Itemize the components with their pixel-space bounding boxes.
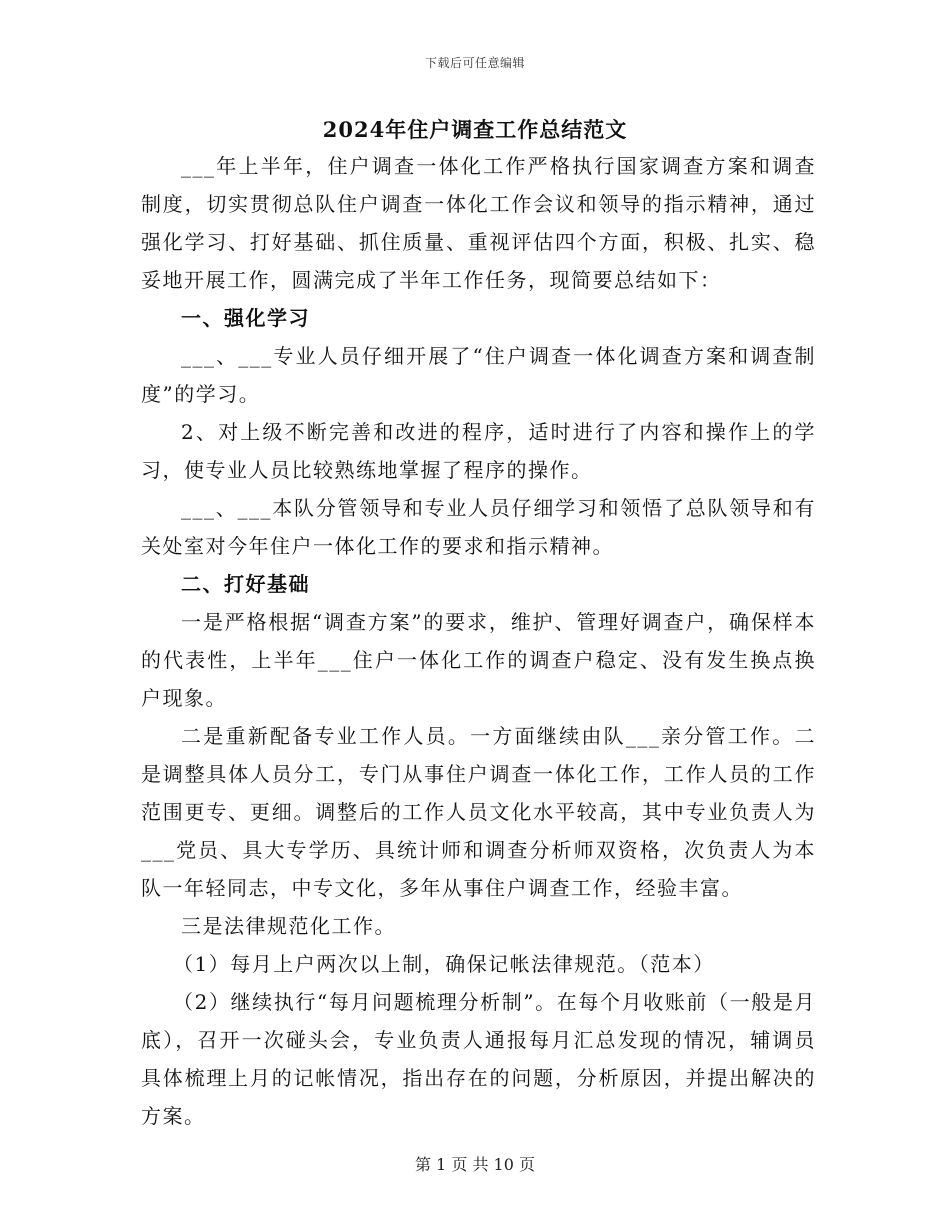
section2-paragraph-3: 三是法律规范化工作。 xyxy=(181,914,396,938)
section2-item-1: （1）每月上户两次以上制，确保记帐法律规范。（范本） xyxy=(173,952,715,976)
section1-paragraph-1: ___、___专业人员仔细开展了“住户调查一体化调查方案和调查制度”的学习。 xyxy=(141,344,816,406)
header-note: 下载后可任意编辑 xyxy=(424,56,525,70)
section1-paragraph-3: ___、___本队分管领导和专业人员仔细学习和领悟了总队领导和有关处室对今年住户一体化工作的要求和指示精神。 xyxy=(141,496,816,558)
section2-item-2: （2）继续执行“每月问题梳理分析制”。在每个月收账前（一般是月底），召开一次碰头会，专业负责人通报每月汇总发现的情况，辅调员具体梳理上月的记帐情况，指出存在的问题，分析原因，并提出解决的方案。 xyxy=(141,990,816,1128)
section-heading-2: 二、打好基础 xyxy=(181,572,310,596)
section1-paragraph-2: 2、对上级不断完善和改进的程序，适时进行了内容和操作上的学习，使专业人员比较熟练地掌握了程序的操作。 xyxy=(141,420,816,482)
section2-paragraph-2: 二是重新配备专业工作人员。一方面继续由队___亲分管工作。二是调整具体人员分工，专门从事住户调查一体化工作，工作人员的工作范围更专、更细。调整后的工作人员文化水平较高，其中专业负责人为___党员、具大专学历、具统计师和调查分析师双资格，次负责人为本队一年轻同志，中专文化，多年从事住户调查工作，经验丰富。 xyxy=(141,724,816,900)
intro-paragraph: ___年上半年，住户调查一体化工作严格执行国家调查方案和调查制度，切实贯彻总队住户调查一体化工作会议和领导的指示精神，通过强化学习、打好基础、抓住质量、重视评估四个方面，积极、扎实、稳妥地开展工作，圆满完成了半年工作任务，现简要总结如下： xyxy=(141,154,816,292)
section-heading-1: 一、强化学习 xyxy=(181,306,310,330)
document-body xyxy=(141,147,816,1135)
document-title: 2024年住户调查工作总结范文 xyxy=(322,117,628,142)
page-footer: 第 1 页 共 10 页 xyxy=(415,1155,535,1174)
section2-paragraph-1: 一是严格根据“调查方案”的要求，维护、管理好调查户，确保样本的代表性，上半年___住户一体化工作的调查户稳定、没有发生换点换户现象。 xyxy=(141,610,816,710)
